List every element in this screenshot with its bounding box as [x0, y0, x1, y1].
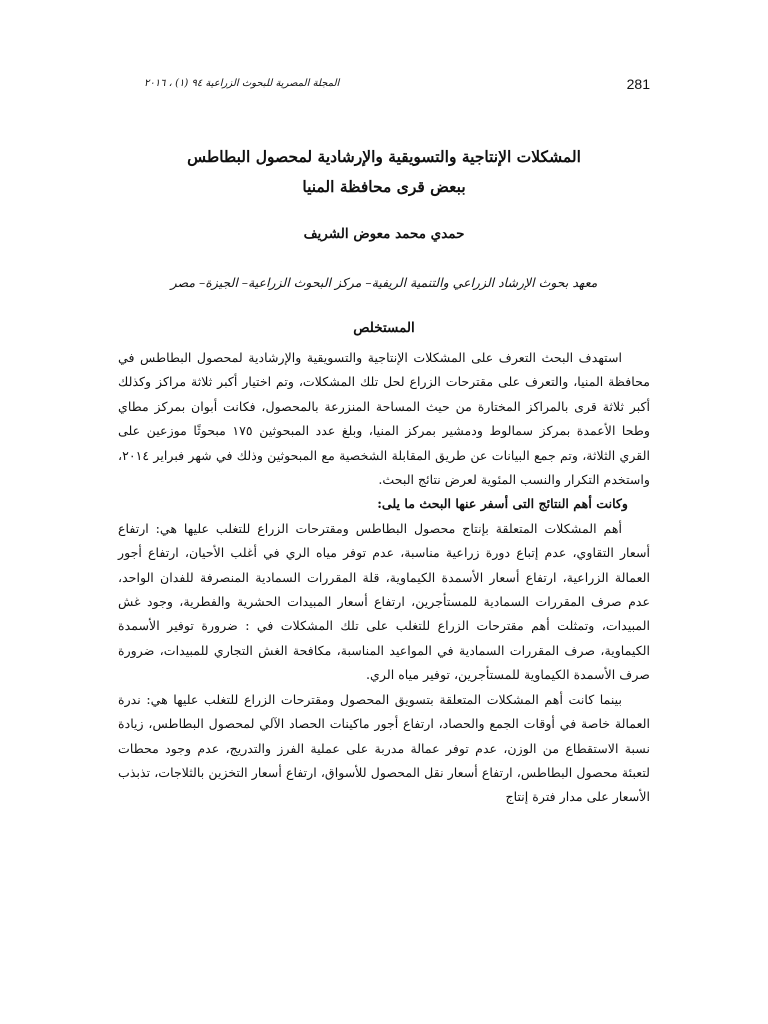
results-heading: وكانت أهم النتائج التى أسفر عنها البحث ما يلى: — [377, 496, 628, 512]
page-header — [118, 76, 650, 96]
abstract-paragraph-objectives: استهدف البحث التعرف على المشكلات الإنتاجية والتسويقية والإرشادية لمحصول البطاطس في محافظة المنيا، والتعرف على مقترحات الزراع لحل تلك المشكلات، وتم اختيار أكبر ثلاثة مراكز وكذلك أكبر ثلاثة قرى بالمراكز المختارة من حيث المساحة المنزرعة بالمحصول، فكانت أبوان بمركز مطاي وطحا الأعمدة بمركز سمالوط ودمشير بمركز المنيا، وبلغ عدد المبحوثين ١٧٥ مبحوثًا موزعين على القري الثلاثة، وتم جمع البيانات عن طريق المقابلة الشخصية مع المبحوثين وذلك في شهر فبراير ٢٠١٤، واستخدم التكرار والنسب المئوية لعرض نتائج البحث. — [118, 350, 651, 488]
author-name: حمدي محمد معوض الشريف — [303, 226, 465, 242]
paper-title-line-2: ببعض قرى محافظة المنيا — [302, 177, 466, 196]
abstract-paragraph-production-problems: أهم المشكلات المتعلقة بإنتاج محصول البطاطس ومقترحات الزراع للتغلب عليها هي: ارتفاع أسعار التقاوي، عدم إتباع دورة زراعية مناسبة، عدم توفر مياه الري في أغلب الأحيان، ارتفاع أجور العمالة الزراعية، ارتفاع أسعار الأسمدة الكيماوية، قلة المقررات السمادية المنصرفة للفدان الواحد، عدم صرف المقررات السمادية للمستأجرين، ارتفاع أسعار المبيدات الحشرية والفطرية، وجود غش المبيدات، وتمثلت أهم مقترحات الزراع للتغلب على تلك المشكلات في : ضرورة توفير الأسمدة الكيماوية، صرف المقررات السمادية في المواعيد المناسبة، مكافحة الغش التجاري للمبيدات، ضرورة صرف الأسمدة الكيماوية للمستأجرين، توفير مياه الري. — [118, 520, 650, 683]
paper-title-line-1: المشكلات الإنتاجية والتسويقية والإرشادية لمحصول البطاطس — [187, 147, 581, 166]
abstract-heading: المستخلص — [353, 320, 415, 336]
paper-title — [118, 142, 650, 202]
author-affiliation: معهد بحوث الإرشاد الزراعي والتنمية الريفية– مركز البحوث الزراعية– الجيزة– مصر — [170, 275, 598, 290]
abstract-body — [118, 346, 650, 810]
running-head: المجلة المصرية للبحوث الزراعية ٩٤ (١) ، ٢٠١٦ — [144, 78, 340, 89]
abstract-paragraph-marketing-problems: بينما كانت أهم المشكلات المتعلقة بتسويق المحصول ومقترحات الزراع للتغلب عليها هي: ندرة العمالة خاصة في أوقات الجمع والحصاد، ارتفاع أجور ماكينات الحصاد الآلي لمحصول البطاطس، زيادة نسبة الاستقطاع من الوزن، عدم توفر عمالة مدربة على عملية الفرز والتدريج، عدم وجود محطات لتعبئة محصول البطاطس، ارتفاع أسعار نقل المحصول للأسواق، ارتفاع أسعار التخزين بالثلاجات، تذبذب الأسعار على مدار فترة إنتاج — [118, 691, 650, 805]
page-number: 281 — [626, 76, 650, 92]
